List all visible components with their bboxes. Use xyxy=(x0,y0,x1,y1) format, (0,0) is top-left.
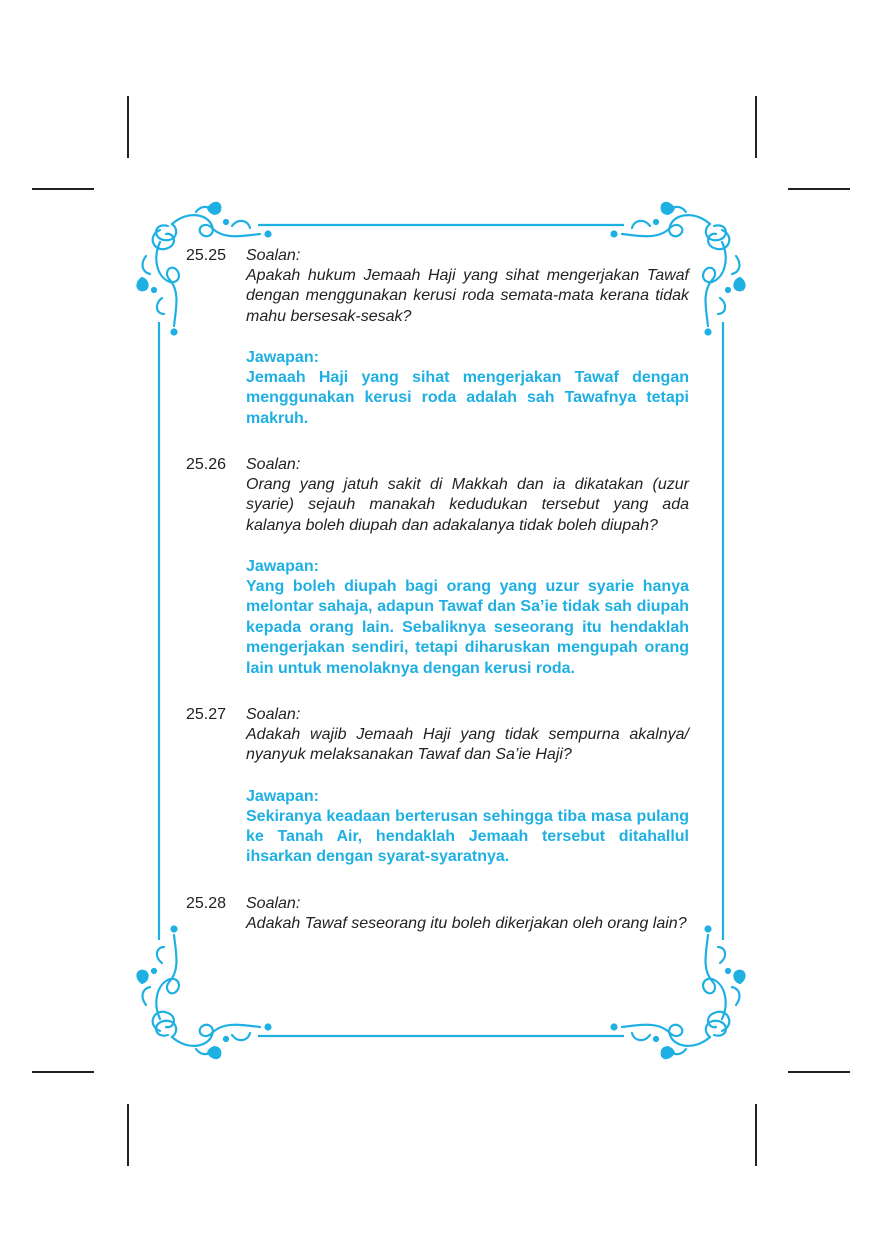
entry-number: 25.28 xyxy=(186,894,227,912)
answer-label: Jawapan: xyxy=(246,558,319,575)
question-label: Soalan: xyxy=(246,894,301,912)
question-text: Orang yang jatuh sakit di Makkah dan ia dikatakan (uzur syarie) sejauh manakah kedudukan tersebut yang ada kalanya boleh diupah dan adakalanya tidak boleh diupah? xyxy=(246,476,689,534)
question-label: Soalan: xyxy=(246,706,301,724)
answer-label: Jawapan: xyxy=(246,787,319,805)
question-text: Apakah hukum Jemaah Haji yang sihat mengerjakan Tawaf dengan menggunakan kerusi roda semata-mata kerana tidak mahu bersesak-sesak? xyxy=(246,267,689,325)
question-text: Adakah wajib Jemaah Haji yang tidak sempurna akalnya/ nyanyuk melaksanakan Tawaf dan Sa’ie Haji? xyxy=(246,726,689,764)
answer-text: Yang boleh diupah bagi orang yang uzur syarie hanya melontar sahaja, adapun Tawaf dan Sa’ie tidak sah diupah kepada orang lain. Sebaliknya seseorang itu hendaklah mengerjakan sendiri, tetapi diharuskan mengupah orang lain untuk menolaknya dengan kerusi roda. xyxy=(246,578,689,677)
answer-text: Sekiranya keadaan berterusan sehingga tiba masa pulang ke Tanah Air, hendaklah Jemaah tersebut ditahallul ihsarkan dengan syarat-syaratnya. xyxy=(246,807,689,866)
answer-text: Jemaah Haji yang sihat mengerjakan Tawaf dengan menggunakan kerusi roda adalah sah Tawafnya tetapi makruh. xyxy=(246,368,689,427)
qa-entry-25-27 xyxy=(186,705,689,868)
entry-number: 25.25 xyxy=(186,247,227,264)
question-text: Adakah Tawaf seseorang itu boleh dikerjakan oleh orang lain? xyxy=(246,914,687,932)
qa-entry-25-26 xyxy=(186,455,689,679)
answer-label: Jawapan: xyxy=(246,348,319,366)
entry-number: 25.27 xyxy=(186,706,227,724)
question-label: Soalan: xyxy=(246,456,301,474)
qa-content xyxy=(186,246,689,960)
question-label: Soalan: xyxy=(246,247,301,264)
qa-entry-25-28 xyxy=(186,894,689,934)
entry-number: 25.26 xyxy=(186,456,227,474)
qa-entry-25-25 xyxy=(186,246,689,429)
